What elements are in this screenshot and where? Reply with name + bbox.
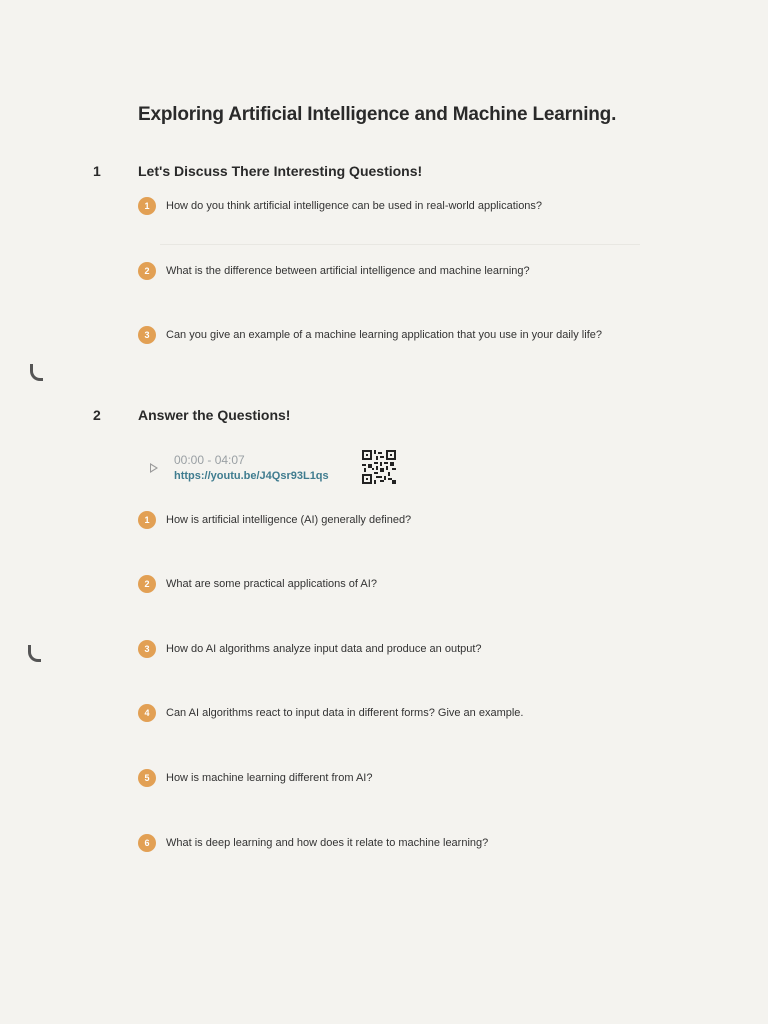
s1-question-1 — [138, 197, 542, 215]
question-text: How is machine learning different from AI? — [166, 772, 373, 784]
section-2-number: 2 — [93, 407, 101, 423]
question-text: How do AI algorithms analyze input data and produce an output? — [166, 643, 482, 655]
question-number-badge: 4 — [138, 704, 156, 722]
scan-artifact — [28, 645, 41, 662]
video-link[interactable]: https://youtu.be/J4Qsr93L1qs — [174, 470, 329, 482]
document-title: Exploring Artificial Intelligence and Machine Learning. — [138, 104, 617, 125]
play-icon[interactable] — [150, 463, 158, 473]
s2-question-6 — [138, 834, 488, 852]
qr-code-icon — [362, 450, 396, 484]
question-text: What is deep learning and how does it relate to machine learning? — [166, 837, 489, 849]
question-number-badge: 2 — [138, 262, 156, 280]
s2-question-3 — [138, 640, 482, 658]
s2-question-5 — [138, 769, 372, 787]
s2-question-1 — [138, 511, 411, 529]
answer-line — [160, 244, 640, 245]
question-number-badge: 6 — [138, 834, 156, 852]
s2-question-4 — [138, 704, 523, 722]
scan-artifact — [30, 364, 43, 381]
question-text: What is the difference between artificial intelligence and machine learning? — [166, 265, 530, 277]
question-number-badge: 3 — [138, 326, 156, 344]
s1-question-3 — [138, 326, 602, 344]
question-number-badge: 3 — [138, 640, 156, 658]
question-number-badge: 1 — [138, 197, 156, 215]
audio-player[interactable] — [150, 452, 329, 484]
question-text: How do you think artificial intelligence can be used in real-world applications? — [166, 200, 543, 212]
question-text: What are some practical applications of AI? — [166, 578, 377, 590]
question-number-badge: 5 — [138, 769, 156, 787]
section-1-title: Let's Discuss There Interesting Questions! — [138, 163, 423, 179]
question-text: Can you give an example of a machine learning application that you use in your daily life? — [166, 329, 602, 341]
question-number-badge: 2 — [138, 575, 156, 593]
question-text: Can AI algorithms react to input data in different forms? Give an example. — [166, 707, 524, 719]
audio-time: 00:00 - 04:07 — [174, 453, 245, 467]
question-text: How is artificial intelligence (AI) generally defined? — [166, 514, 412, 526]
section-2-title: Answer the Questions! — [138, 407, 291, 423]
question-number-badge: 1 — [138, 511, 156, 529]
section-1-number: 1 — [93, 163, 101, 179]
s1-question-2 — [138, 262, 530, 280]
s2-question-2 — [138, 575, 377, 593]
